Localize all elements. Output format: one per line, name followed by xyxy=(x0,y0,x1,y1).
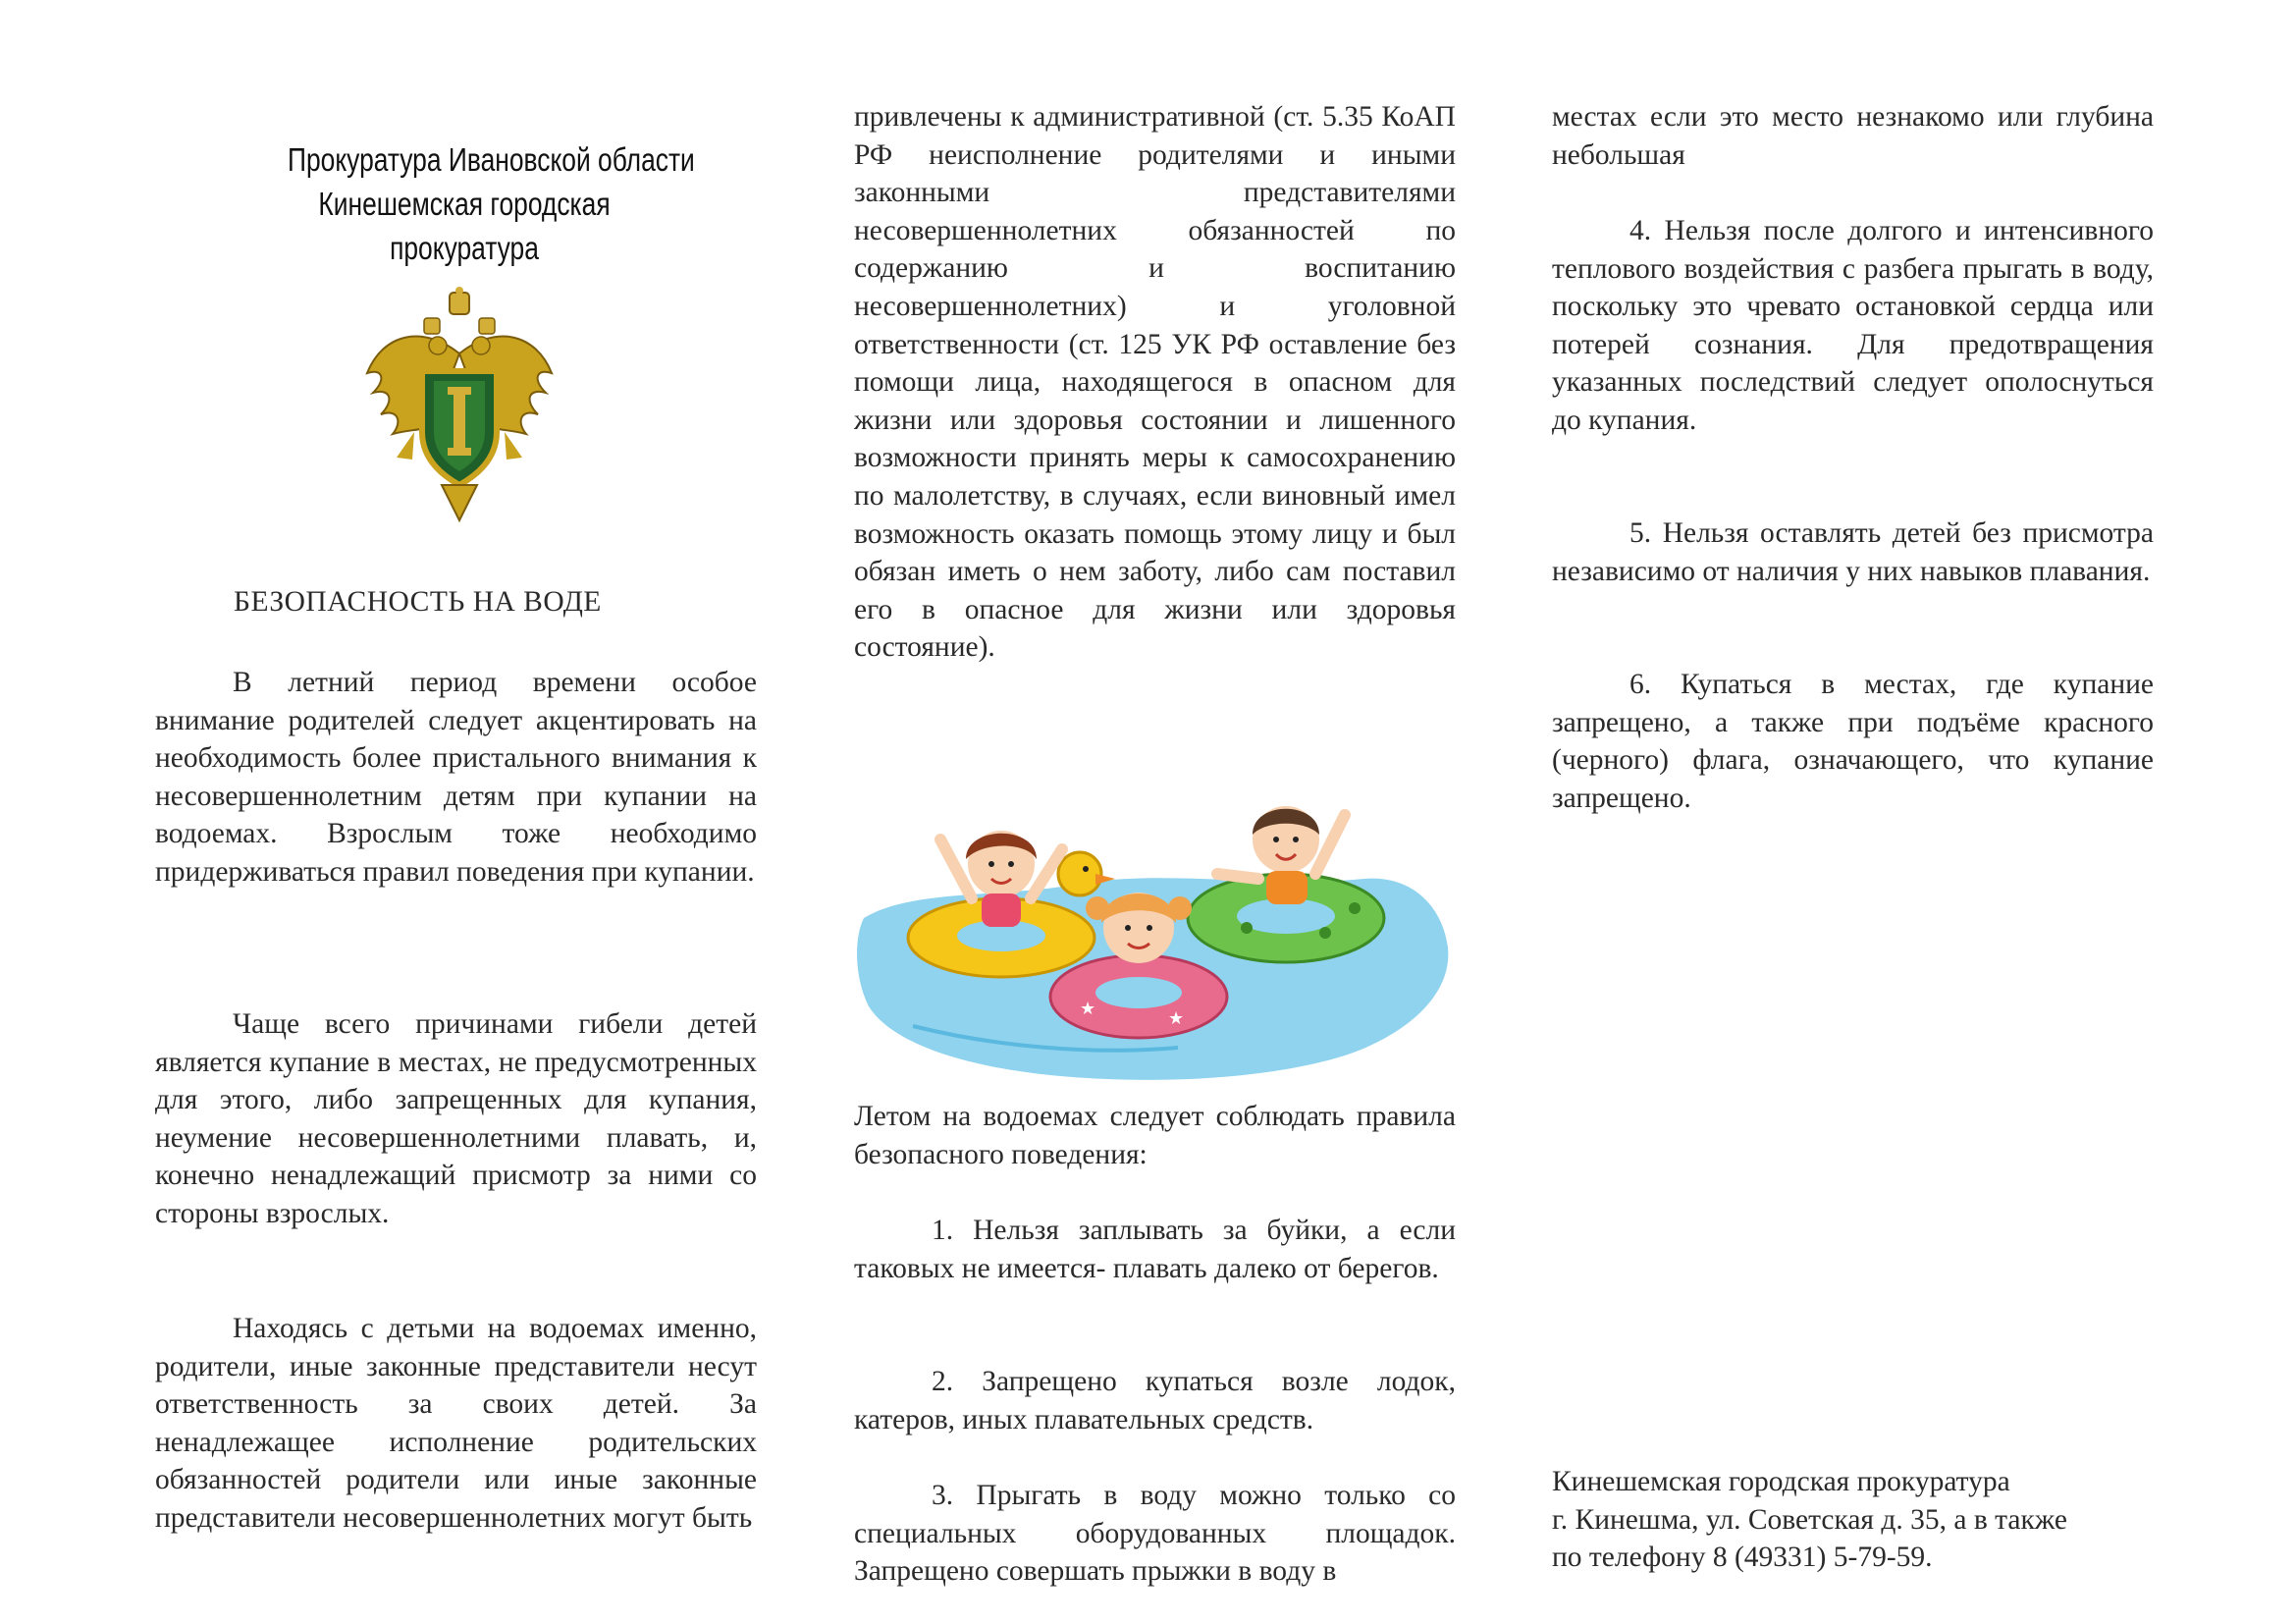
footer-line-1: Кинешемская городская прокуратура xyxy=(1552,1466,2010,1497)
col1-paragraph-1: В летний период времени особое внимание родителей следует акцентировать на необходимость более пристального внимания к несовершеннолетним детям при купании на водоемах. Взрослым тоже необходимо придерживаться правил поведения при купании. xyxy=(155,667,757,888)
footer-line-3: по телефону 8 (49331) 5-79-59. xyxy=(1552,1542,1933,1574)
prosecutor-emblem-icon xyxy=(363,285,556,525)
rule-4: 4. Нельзя после долгого и интенсивного теплового воздействия с разбега прыгать в воду, поскольку это чревато остановкой сердца или потерей сознания. Для предотвращения указанных последствий следует ополоснуться до купания. xyxy=(1552,215,2154,436)
rule-5: 5. Нельзя оставлять детей без присмотра независимо от наличия у них навыков плавания. xyxy=(1552,517,2154,587)
footer-line-2: г. Кинешма, ул. Советская д. 35, а в также xyxy=(1552,1503,2067,1536)
header-line-3: прокуратура xyxy=(390,230,539,266)
col1-paragraph-3: Находясь с детьми на водоемах именно, родители, иные законные представители несут ответственность за своих детей. За ненадлежащее исполнение родительских обязанностей родители или иные законные представители несовершеннолетних могут быть xyxy=(155,1313,757,1534)
col2-paragraph-1: привлечены к административной (ст. 5.35 КоАП РФ неисполнение родителями и иными законными представителями несовершеннолетних обязанностей по содержанию и воспитанию несовершеннолетних) и уголовной ответственности (ст. 125 УК РФ оставление без помощи лица, находящегося в опасном для жизни или здоровья состоянии и лишенного возможности принять меры к самосохранению по малолетству, в случаях, если виновный имел возможность оказать помощь этому лицу и был обязан иметь о нем заботу, либо сам поставил его в опасное для жизни или здоровья состояние). xyxy=(854,101,1456,664)
rule-1: 1. Нельзя заплывать за буйки, а если таковых не имеется- плавать далеко от берегов. xyxy=(854,1215,1456,1284)
rule-6: 6. Купаться в местах, где купание запрещено, а также при подъёме красного (черного) флага, означающего, что купание запрещено. xyxy=(1552,669,2154,814)
col3-paragraph-0: местах если это место незнакомо или глубина небольшая xyxy=(1552,101,2154,171)
rule-2: 2. Запрещено купаться возле лодок, катеров, иных плавательных средств. xyxy=(854,1366,1456,1435)
header-block xyxy=(243,137,695,270)
svg-text:★: ★ xyxy=(1168,1008,1185,1029)
col1-paragraph-2: Чаще всего причинами гибели детей является купание в местах, не предусмотренных для этого, либо запрещенных для купания, неумение несовершеннолетними плавать, и, конечно ненадлежащий присмотр за ними со стороны взрослых. xyxy=(155,1008,757,1229)
page-title: БЕЗОПАСНОСТЬ НА ВОДЕ xyxy=(234,586,602,618)
col2-intro: Летом на водоемах следует соблюдать правила безопасного поведения: xyxy=(854,1101,1456,1170)
footer-contacts xyxy=(1552,1463,2180,1577)
svg-text:★: ★ xyxy=(1080,999,1096,1019)
header-line-2: Кинешемская городская xyxy=(318,186,611,222)
header-line-1: Прокуратура Ивановской области xyxy=(288,141,695,178)
rule-3: 3. Прыгать в воду можно только со специальных оборудованных площадок. Запрещено совершать прыжки в воду в xyxy=(854,1480,1456,1588)
children-swimming-illustration xyxy=(854,781,1456,1095)
